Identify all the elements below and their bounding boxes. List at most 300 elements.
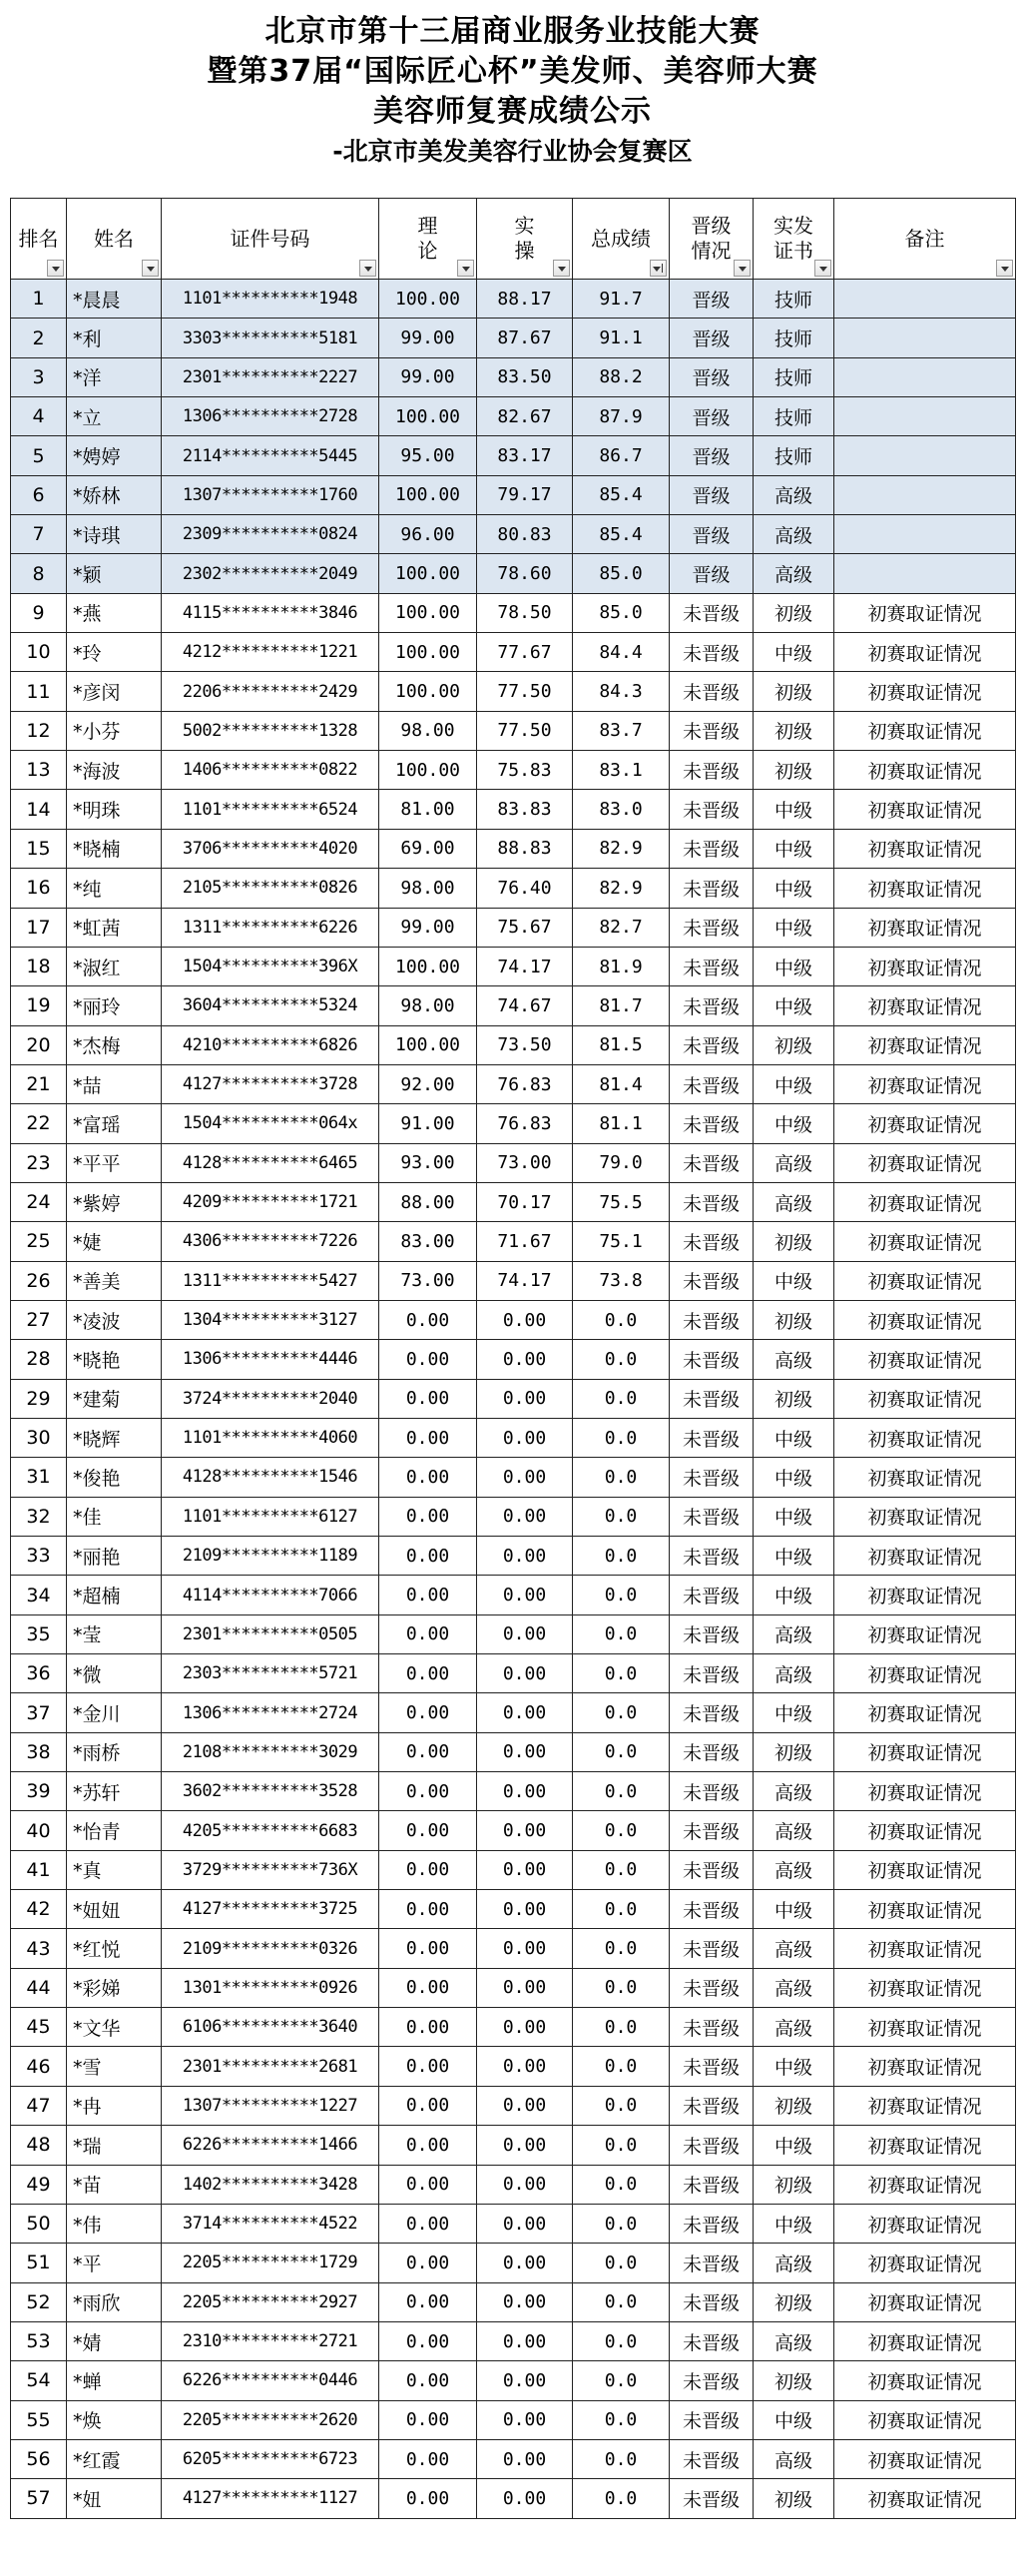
filter-dropdown-icon[interactable] xyxy=(553,260,570,277)
id-number-cell: 4209**********1721 xyxy=(162,1182,379,1221)
remarks-cell: 初赛取证情况 xyxy=(834,1064,1016,1103)
name-cell: *婧 xyxy=(67,2321,162,2360)
certificate-cell: 中级 xyxy=(754,2400,834,2439)
total-score-cell: 0.0 xyxy=(573,1693,670,1732)
name-cell: *红悦 xyxy=(67,1929,162,1968)
remarks-cell: 初赛取证情况 xyxy=(834,1890,1016,1929)
total-score-cell: 0.0 xyxy=(573,2204,670,2243)
remarks-cell xyxy=(834,436,1016,475)
promotion-cell: 未晋级 xyxy=(670,1261,754,1300)
header-label: 实 操 xyxy=(514,214,535,263)
rank-cell: 1 xyxy=(11,280,67,319)
theory-score-cell: 0.00 xyxy=(379,1772,477,1811)
promotion-cell: 未晋级 xyxy=(670,2008,754,2047)
table-row xyxy=(11,319,1016,357)
id-number-cell: 3706**********4020 xyxy=(162,829,379,868)
total-score-cell: 91.7 xyxy=(573,280,670,319)
promotion-cell: 未晋级 xyxy=(670,1732,754,1771)
practical-score-cell: 0.00 xyxy=(477,1968,573,2007)
remarks-cell xyxy=(834,554,1016,593)
remarks-cell: 初赛取证情况 xyxy=(834,2439,1016,2478)
remarks-cell: 初赛取证情况 xyxy=(834,2244,1016,2282)
remarks-cell: 初赛取证情况 xyxy=(834,1929,1016,1968)
total-score-cell: 0.0 xyxy=(573,1458,670,1497)
promotion-cell: 未晋级 xyxy=(670,1418,754,1457)
total-score-cell: 81.9 xyxy=(573,947,670,985)
remarks-cell: 初赛取证情况 xyxy=(834,908,1016,947)
table-row xyxy=(11,2439,1016,2478)
remarks-cell: 初赛取证情况 xyxy=(834,1379,1016,1418)
certificate-cell: 初级 xyxy=(754,593,834,632)
id-number-cell: 2301**********0505 xyxy=(162,1614,379,1653)
practical-score-cell: 0.00 xyxy=(477,2008,573,2047)
remarks-cell xyxy=(834,357,1016,396)
promotion-cell: 晋级 xyxy=(670,475,754,514)
id-number-cell: 4127**********3728 xyxy=(162,1064,379,1103)
promotion-cell: 未晋级 xyxy=(670,1222,754,1261)
practical-score-cell: 0.00 xyxy=(477,1418,573,1457)
table-row xyxy=(11,1732,1016,1771)
table-row xyxy=(11,633,1016,672)
theory-score-cell: 0.00 xyxy=(379,1732,477,1771)
filter-dropdown-icon[interactable] xyxy=(142,260,159,277)
table-row xyxy=(11,2400,1016,2439)
table-row xyxy=(11,1064,1016,1103)
total-score-cell: 85.4 xyxy=(573,515,670,554)
rank-cell: 9 xyxy=(11,593,67,632)
name-cell: *善美 xyxy=(67,1261,162,1300)
certificate-cell: 高级 xyxy=(754,1850,834,1889)
name-cell: *喆 xyxy=(67,1064,162,1103)
theory-score-cell: 98.00 xyxy=(379,986,477,1025)
promotion-cell: 未晋级 xyxy=(670,790,754,829)
remarks-cell xyxy=(834,515,1016,554)
id-number-cell: 3604**********5324 xyxy=(162,986,379,1025)
certificate-cell: 初级 xyxy=(754,1300,834,1339)
remarks-cell: 初赛取证情况 xyxy=(834,790,1016,829)
name-cell: *纯 xyxy=(67,869,162,908)
table-row xyxy=(11,1968,1016,2007)
promotion-cell: 未晋级 xyxy=(670,1576,754,1614)
rank-cell: 26 xyxy=(11,1261,67,1300)
table-row xyxy=(11,2479,1016,2518)
total-score-cell: 81.5 xyxy=(573,1025,670,1064)
certificate-cell: 中级 xyxy=(754,1537,834,1576)
name-cell: *红霞 xyxy=(67,2439,162,2478)
id-number-cell: 6226**********0446 xyxy=(162,2361,379,2400)
rank-cell: 35 xyxy=(11,1614,67,1653)
promotion-cell: 未晋级 xyxy=(670,2126,754,2165)
total-score-cell: 88.2 xyxy=(573,357,670,396)
practical-score-cell: 0.00 xyxy=(477,2165,573,2204)
total-score-cell: 0.0 xyxy=(573,2126,670,2165)
name-cell: *玲 xyxy=(67,633,162,672)
remarks-cell: 初赛取证情况 xyxy=(834,1104,1016,1143)
theory-score-cell: 0.00 xyxy=(379,1418,477,1457)
rank-cell: 2 xyxy=(11,319,67,357)
promotion-cell: 未晋级 xyxy=(670,1497,754,1536)
practical-score-cell: 0.00 xyxy=(477,1732,573,1771)
certificate-cell: 初级 xyxy=(754,2361,834,2400)
id-number-cell: 4114**********7066 xyxy=(162,1576,379,1614)
certificate-cell: 中级 xyxy=(754,1576,834,1614)
total-score-cell: 83.0 xyxy=(573,790,670,829)
certificate-cell: 初级 xyxy=(754,711,834,750)
table-row xyxy=(11,1143,1016,1182)
id-number-cell: 1301**********0926 xyxy=(162,1968,379,2007)
table-row xyxy=(11,1850,1016,1889)
remarks-cell: 初赛取证情况 xyxy=(834,1025,1016,1064)
remarks-cell: 初赛取证情况 xyxy=(834,1418,1016,1457)
id-number-cell: 4128**********1546 xyxy=(162,1458,379,1497)
rank-cell: 30 xyxy=(11,1418,67,1457)
theory-score-cell: 0.00 xyxy=(379,2361,477,2400)
id-number-cell: 3303**********5181 xyxy=(162,319,379,357)
name-cell: *杰梅 xyxy=(67,1025,162,1064)
practical-score-cell: 74.67 xyxy=(477,986,573,1025)
practical-score-cell: 76.83 xyxy=(477,1104,573,1143)
theory-score-cell: 100.00 xyxy=(379,1025,477,1064)
rank-cell: 20 xyxy=(11,1025,67,1064)
promotion-cell: 未晋级 xyxy=(670,1811,754,1850)
practical-score-cell: 0.00 xyxy=(477,1614,573,1653)
certificate-cell: 初级 xyxy=(754,751,834,790)
total-score-cell: 81.7 xyxy=(573,986,670,1025)
theory-score-cell: 0.00 xyxy=(379,2400,477,2439)
name-cell: *颖 xyxy=(67,554,162,593)
id-number-cell: 4212**********1221 xyxy=(162,633,379,672)
practical-score-cell: 0.00 xyxy=(477,1379,573,1418)
table-row xyxy=(11,2244,1016,2282)
rank-cell: 52 xyxy=(11,2282,67,2321)
certificate-cell: 高级 xyxy=(754,2008,834,2047)
theory-score-cell: 98.00 xyxy=(379,869,477,908)
certificate-cell: 中级 xyxy=(754,1693,834,1732)
name-cell: *莹 xyxy=(67,1614,162,1653)
practical-score-cell: 0.00 xyxy=(477,2047,573,2086)
rank-cell: 55 xyxy=(11,2400,67,2439)
practical-score-cell: 0.00 xyxy=(477,1850,573,1889)
id-number-cell: 4115**********3846 xyxy=(162,593,379,632)
id-number-cell: 1307**********1760 xyxy=(162,475,379,514)
filter-dropdown-icon[interactable] xyxy=(359,260,376,277)
theory-score-cell: 99.00 xyxy=(379,908,477,947)
header-certificate xyxy=(754,199,834,280)
rank-cell: 24 xyxy=(11,1182,67,1221)
id-number-cell: 2309**********0824 xyxy=(162,515,379,554)
table-row xyxy=(11,436,1016,475)
filter-dropdown-icon[interactable] xyxy=(734,260,751,277)
name-cell: *虹茜 xyxy=(67,908,162,947)
theory-score-cell: 69.00 xyxy=(379,829,477,868)
header-remarks xyxy=(834,199,1016,280)
table-row xyxy=(11,908,1016,947)
filter-dropdown-icon[interactable] xyxy=(457,260,474,277)
total-score-cell: 0.0 xyxy=(573,2244,670,2282)
rank-cell: 13 xyxy=(11,751,67,790)
certificate-cell: 中级 xyxy=(754,908,834,947)
rank-cell: 48 xyxy=(11,2126,67,2165)
certificate-cell: 高级 xyxy=(754,1811,834,1850)
name-cell: *娇林 xyxy=(67,475,162,514)
table-row xyxy=(11,986,1016,1025)
theory-score-cell: 93.00 xyxy=(379,1143,477,1182)
promotion-cell: 未晋级 xyxy=(670,1929,754,1968)
promotion-cell: 未晋级 xyxy=(670,2282,754,2321)
table-row xyxy=(11,829,1016,868)
promotion-cell: 未晋级 xyxy=(670,1182,754,1221)
table-row xyxy=(11,593,1016,632)
id-number-cell: 2301**********2227 xyxy=(162,357,379,396)
table-row xyxy=(11,280,1016,319)
promotion-cell: 未晋级 xyxy=(670,1104,754,1143)
practical-score-cell: 83.17 xyxy=(477,436,573,475)
total-score-cell: 83.7 xyxy=(573,711,670,750)
total-score-cell: 79.0 xyxy=(573,1143,670,1182)
name-cell: *微 xyxy=(67,1654,162,1693)
certificate-cell: 中级 xyxy=(754,829,834,868)
id-number-cell: 2301**********2681 xyxy=(162,2047,379,2086)
total-score-cell: 0.0 xyxy=(573,1418,670,1457)
rank-cell: 44 xyxy=(11,1968,67,2007)
certificate-cell: 中级 xyxy=(754,869,834,908)
rank-cell: 57 xyxy=(11,2479,67,2518)
total-score-cell: 0.0 xyxy=(573,1850,670,1889)
practical-score-cell: 0.00 xyxy=(477,1537,573,1576)
remarks-cell xyxy=(834,475,1016,514)
promotion-cell: 未晋级 xyxy=(670,711,754,750)
total-score-cell: 86.7 xyxy=(573,436,670,475)
certificate-cell: 高级 xyxy=(754,475,834,514)
total-score-cell: 83.1 xyxy=(573,751,670,790)
table-row xyxy=(11,357,1016,396)
promotion-cell: 未晋级 xyxy=(670,672,754,711)
name-cell: *晓艳 xyxy=(67,1340,162,1379)
name-cell: *蝉 xyxy=(67,2361,162,2400)
name-cell: *妞 xyxy=(67,2479,162,2518)
remarks-cell: 初赛取证情况 xyxy=(834,869,1016,908)
practical-score-cell: 0.00 xyxy=(477,1497,573,1536)
remarks-cell: 初赛取证情况 xyxy=(834,1732,1016,1771)
promotion-cell: 未晋级 xyxy=(670,1772,754,1811)
remarks-cell: 初赛取证情况 xyxy=(834,2126,1016,2165)
practical-score-cell: 0.00 xyxy=(477,2244,573,2282)
name-cell: *海波 xyxy=(67,751,162,790)
header-label: 晋级 情况 xyxy=(691,214,732,263)
rank-cell: 17 xyxy=(11,908,67,947)
id-number-cell: 2303**********5721 xyxy=(162,1654,379,1693)
practical-score-cell: 0.00 xyxy=(477,2126,573,2165)
name-cell: *俊艳 xyxy=(67,1458,162,1497)
remarks-cell: 初赛取证情况 xyxy=(834,1537,1016,1576)
id-number-cell: 3602**********3528 xyxy=(162,1772,379,1811)
certificate-cell: 初级 xyxy=(754,1222,834,1261)
id-number-cell: 2105**********0826 xyxy=(162,869,379,908)
rank-cell: 3 xyxy=(11,357,67,396)
id-number-cell: 2109**********1189 xyxy=(162,1537,379,1576)
rank-cell: 8 xyxy=(11,554,67,593)
rank-cell: 51 xyxy=(11,2244,67,2282)
promotion-cell: 未晋级 xyxy=(670,2086,754,2125)
id-number-cell: 4205**********6683 xyxy=(162,1811,379,1850)
rank-cell: 38 xyxy=(11,1732,67,1771)
sort-descending-filter-icon[interactable] xyxy=(650,260,667,277)
rank-cell: 56 xyxy=(11,2439,67,2478)
total-score-cell: 0.0 xyxy=(573,2439,670,2478)
certificate-cell: 高级 xyxy=(754,2244,834,2282)
rank-cell: 23 xyxy=(11,1143,67,1182)
theory-score-cell: 99.00 xyxy=(379,319,477,357)
title-line-1: 北京市第十三届商业服务业技能大赛 xyxy=(264,14,761,49)
rank-cell: 50 xyxy=(11,2204,67,2243)
theory-score-cell: 100.00 xyxy=(379,280,477,319)
promotion-cell: 未晋级 xyxy=(670,1379,754,1418)
practical-score-cell: 0.00 xyxy=(477,1811,573,1850)
practical-score-cell: 0.00 xyxy=(477,1340,573,1379)
certificate-cell: 中级 xyxy=(754,986,834,1025)
theory-score-cell: 100.00 xyxy=(379,554,477,593)
promotion-cell: 未晋级 xyxy=(670,1143,754,1182)
rank-cell: 4 xyxy=(11,397,67,436)
remarks-cell: 初赛取证情况 xyxy=(834,711,1016,750)
title-line-4: -北京市美发美容行业协会复赛区 xyxy=(332,137,693,166)
id-number-cell: 1306**********2724 xyxy=(162,1693,379,1732)
name-cell: *彩娣 xyxy=(67,1968,162,2007)
promotion-cell: 未晋级 xyxy=(670,1614,754,1653)
id-number-cell: 2205**********2620 xyxy=(162,2400,379,2439)
practical-score-cell: 82.67 xyxy=(477,397,573,436)
rank-cell: 12 xyxy=(11,711,67,750)
id-number-cell: 2310**********2721 xyxy=(162,2321,379,2360)
practical-score-cell: 77.67 xyxy=(477,633,573,672)
id-number-cell: 1101**********6524 xyxy=(162,790,379,829)
table-row xyxy=(11,1576,1016,1614)
theory-score-cell: 0.00 xyxy=(379,2479,477,2518)
theory-score-cell: 99.00 xyxy=(379,357,477,396)
remarks-cell: 初赛取证情况 xyxy=(834,829,1016,868)
filter-dropdown-icon[interactable] xyxy=(996,260,1013,277)
total-score-cell: 0.0 xyxy=(573,1497,670,1536)
total-score-cell: 0.0 xyxy=(573,2479,670,2518)
remarks-cell xyxy=(834,319,1016,357)
practical-score-cell: 80.83 xyxy=(477,515,573,554)
certificate-cell: 中级 xyxy=(754,2204,834,2243)
practical-score-cell: 75.83 xyxy=(477,751,573,790)
header-label: 排名 xyxy=(18,226,59,251)
id-number-cell: 1311**********6226 xyxy=(162,908,379,947)
table-row xyxy=(11,1811,1016,1850)
rank-cell: 25 xyxy=(11,1222,67,1261)
total-score-cell: 84.3 xyxy=(573,672,670,711)
remarks-cell: 初赛取证情况 xyxy=(834,1222,1016,1261)
header-label: 备注 xyxy=(904,226,945,251)
table-row xyxy=(11,1693,1016,1732)
promotion-cell: 晋级 xyxy=(670,280,754,319)
promotion-cell: 未晋级 xyxy=(670,2400,754,2439)
name-cell: *立 xyxy=(67,397,162,436)
practical-score-cell: 0.00 xyxy=(477,2321,573,2360)
theory-score-cell: 0.00 xyxy=(379,1693,477,1732)
promotion-cell: 未晋级 xyxy=(670,1300,754,1339)
theory-score-cell: 0.00 xyxy=(379,2321,477,2360)
table-row xyxy=(11,1890,1016,1929)
table-row xyxy=(11,2165,1016,2204)
promotion-cell: 未晋级 xyxy=(670,947,754,985)
promotion-cell: 未晋级 xyxy=(670,1654,754,1693)
promotion-cell: 未晋级 xyxy=(670,593,754,632)
theory-score-cell: 100.00 xyxy=(379,475,477,514)
table-row xyxy=(11,1379,1016,1418)
table-row xyxy=(11,397,1016,436)
promotion-cell: 晋级 xyxy=(670,397,754,436)
rank-cell: 5 xyxy=(11,436,67,475)
remarks-cell: 初赛取证情况 xyxy=(834,1143,1016,1182)
remarks-cell: 初赛取证情况 xyxy=(834,1261,1016,1300)
header-rank xyxy=(11,199,67,280)
id-number-cell: 1406**********0822 xyxy=(162,751,379,790)
remarks-cell: 初赛取证情况 xyxy=(834,947,1016,985)
rank-cell: 16 xyxy=(11,869,67,908)
certificate-cell: 中级 xyxy=(754,2126,834,2165)
table-row xyxy=(11,1300,1016,1339)
rank-cell: 37 xyxy=(11,1693,67,1732)
header-total-score xyxy=(573,199,670,280)
filter-dropdown-icon[interactable] xyxy=(814,260,831,277)
name-cell: *文华 xyxy=(67,2008,162,2047)
practical-score-cell: 73.50 xyxy=(477,1025,573,1064)
certificate-cell: 高级 xyxy=(754,1340,834,1379)
table-row xyxy=(11,2086,1016,2125)
rank-cell: 18 xyxy=(11,947,67,985)
name-cell: *诗琪 xyxy=(67,515,162,554)
table-row xyxy=(11,1104,1016,1143)
remarks-cell: 初赛取证情况 xyxy=(834,1300,1016,1339)
remarks-cell: 初赛取证情况 xyxy=(834,2165,1016,2204)
certificate-cell: 中级 xyxy=(754,1064,834,1103)
title-line-2: 暨第37届“国际匠心杯”美发师、美容师大赛 xyxy=(207,54,818,89)
name-cell: *明珠 xyxy=(67,790,162,829)
id-number-cell: 6226**********1466 xyxy=(162,2126,379,2165)
practical-score-cell: 0.00 xyxy=(477,1458,573,1497)
name-cell: *伟 xyxy=(67,2204,162,2243)
total-score-cell: 0.0 xyxy=(573,2282,670,2321)
promotion-cell: 未晋级 xyxy=(670,2244,754,2282)
filter-dropdown-icon[interactable] xyxy=(47,260,64,277)
header-name xyxy=(67,199,162,280)
rank-cell: 11 xyxy=(11,672,67,711)
total-score-cell: 85.0 xyxy=(573,554,670,593)
promotion-cell: 未晋级 xyxy=(670,2165,754,2204)
rank-cell: 42 xyxy=(11,1890,67,1929)
theory-score-cell: 0.00 xyxy=(379,2126,477,2165)
promotion-cell: 未晋级 xyxy=(670,829,754,868)
name-cell: *超楠 xyxy=(67,1576,162,1614)
total-score-cell: 81.4 xyxy=(573,1064,670,1103)
name-cell: *建菊 xyxy=(67,1379,162,1418)
id-number-cell: 4306**********7226 xyxy=(162,1222,379,1261)
id-number-cell: 1504**********064x xyxy=(162,1104,379,1143)
promotion-cell: 未晋级 xyxy=(670,869,754,908)
certificate-cell: 中级 xyxy=(754,1418,834,1457)
certificate-cell: 初级 xyxy=(754,2086,834,2125)
rank-cell: 27 xyxy=(11,1300,67,1339)
practical-score-cell: 0.00 xyxy=(477,1772,573,1811)
rank-cell: 31 xyxy=(11,1458,67,1497)
practical-score-cell: 83.83 xyxy=(477,790,573,829)
rank-cell: 40 xyxy=(11,1811,67,1850)
rank-cell: 36 xyxy=(11,1654,67,1693)
practical-score-cell: 0.00 xyxy=(477,1693,573,1732)
